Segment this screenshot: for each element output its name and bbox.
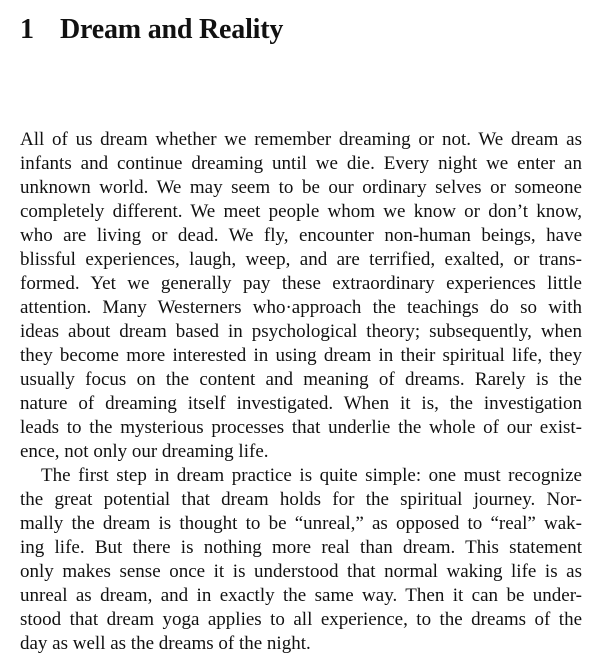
- paragraph-1: [20, 128, 582, 464]
- text-line: stood that dream yoga applies to all experience, to the dreams of the: [20, 609, 582, 630]
- text-line: ideas about dream based in psychological theory; subsequently, when: [20, 321, 582, 342]
- text-line: ence, not only our dreaming life.: [20, 441, 269, 462]
- text-line: nature of dreaming itself investigated. When it is, the investigation: [20, 393, 582, 414]
- paragraph-2: [20, 464, 582, 656]
- text-line: day as well as the dreams of the night.: [20, 633, 311, 654]
- text-line: formed. Yet we generally pay these extraordinary experiences little: [20, 273, 582, 294]
- text-line: infants and continue dreaming until we die. Every night we enter an: [20, 153, 582, 174]
- text-line: mally the dream is thought to be “unreal,” as opposed to “real” wak-: [20, 513, 582, 534]
- text-line: who are living or dead. We fly, encounter non-human beings, have: [20, 225, 582, 246]
- text-line: they become more interested in using dream in their spiritual life, they: [20, 345, 582, 366]
- text-line: leads to the mysterious processes that underlie the whole of our exist-: [20, 417, 582, 438]
- text-line: The first step in dream practice is quite simple: one must recognize: [41, 465, 582, 486]
- text-line: only makes sense once it is understood that normal waking life is as: [20, 561, 582, 582]
- text-line: All of us dream whether we remember dreaming or not. We dream as: [20, 129, 582, 150]
- text-line: the great potential that dream holds for the spiritual journey. Nor-: [20, 489, 582, 510]
- chapter-title: Dream and Reality: [60, 14, 284, 45]
- text-line: unreal as dream, and in exactly the same way. Then it can be under-: [20, 585, 582, 606]
- text-line: unknown world. We may seem to be our ordinary selves or someone: [20, 177, 582, 198]
- chapter-number: 1: [20, 14, 34, 45]
- text-line: usually focus on the content and meaning of dreams. Rarely is the: [20, 369, 582, 390]
- chapter-body: [20, 128, 582, 656]
- text-line: attention. Many Westerners who·approach the teachings do so with: [20, 297, 582, 318]
- text-line: completely different. We meet people whom we know or don’t know,: [20, 201, 582, 222]
- text-line: ing life. But there is nothing more real than dream. This statement: [20, 537, 582, 558]
- text-line: blissful experiences, laugh, weep, and are terrified, exalted, or trans-: [20, 249, 582, 270]
- chapter-heading: [20, 14, 283, 46]
